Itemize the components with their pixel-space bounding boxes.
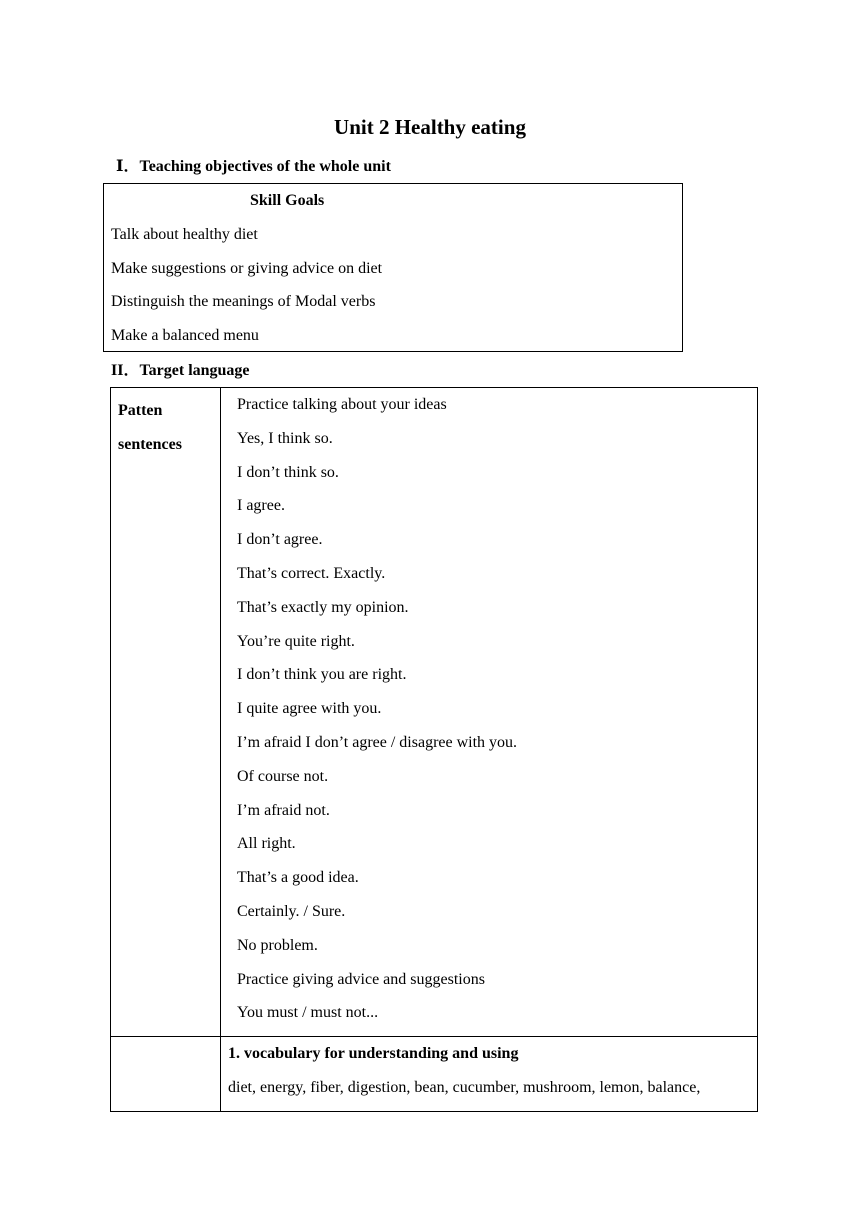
- goal-item: Make a balanced menu: [111, 327, 259, 344]
- goal-item: Distinguish the meanings of Modal verbs: [111, 293, 376, 310]
- pattern-sentence: I’m afraid I don’t agree / disagree with you.: [237, 733, 518, 751]
- pattern-sentence: I agree.: [237, 497, 285, 515]
- row-label-line: sentences: [118, 436, 182, 453]
- row-label-cell: [111, 1037, 221, 1112]
- pattern-sentence: No problem.: [237, 936, 318, 954]
- pattern-sentence: Certainly. / Sure.: [237, 902, 346, 920]
- vocabulary-heading: 1. vocabulary for understanding and using: [228, 1045, 519, 1063]
- pattern-sentence: Practice talking about your ideas: [237, 396, 447, 413]
- pattern-sentence: That’s a good idea.: [237, 869, 359, 887]
- pattern-sentence: You’re quite right.: [237, 632, 355, 650]
- goal-item: Make suggestions or giving advice on diet: [111, 260, 383, 277]
- section-heading-target-language: II．Target language: [111, 362, 250, 379]
- vocabulary-cell: [221, 1037, 758, 1112]
- table-row: [111, 388, 758, 1037]
- pattern-sentence: Yes, I think so.: [237, 429, 333, 447]
- pattern-sentence: All right.: [237, 835, 296, 853]
- skill-goals-table: [103, 183, 683, 352]
- pattern-sentence: I don’t agree.: [237, 531, 323, 549]
- pattern-sentence: Practice giving advice and suggestions: [237, 970, 485, 988]
- sentences-cell: [221, 388, 758, 1037]
- row-label-line: Patten: [118, 402, 163, 419]
- table-row: [111, 1037, 758, 1112]
- vocabulary-text: diet, energy, fiber, digestion, bean, cucumber, mushroom, lemon, balance,: [228, 1079, 701, 1097]
- pattern-sentence: I don’t think so.: [237, 463, 339, 481]
- section-heading-objectives: Ⅰ．Teaching objectives of the whole unit: [116, 158, 391, 175]
- pattern-sentence: I’m afraid not.: [237, 801, 330, 819]
- skill-goals-header: Skill Goals: [250, 192, 325, 209]
- pattern-sentence: You must / must not...: [237, 1004, 379, 1022]
- pattern-sentence: That’s exactly my opinion.: [237, 598, 409, 616]
- pattern-sentence: I don’t think you are right.: [237, 666, 407, 684]
- pattern-sentence: I quite agree with you.: [237, 700, 382, 718]
- page-title: Unit 2 Healthy eating: [334, 115, 526, 139]
- row-label-cell: [111, 388, 221, 1037]
- pattern-sentence: Of course not.: [237, 767, 329, 785]
- pattern-sentence: That’s correct. Exactly.: [237, 564, 386, 582]
- target-language-table: [110, 387, 758, 1112]
- goal-item: Talk about healthy diet: [111, 226, 258, 243]
